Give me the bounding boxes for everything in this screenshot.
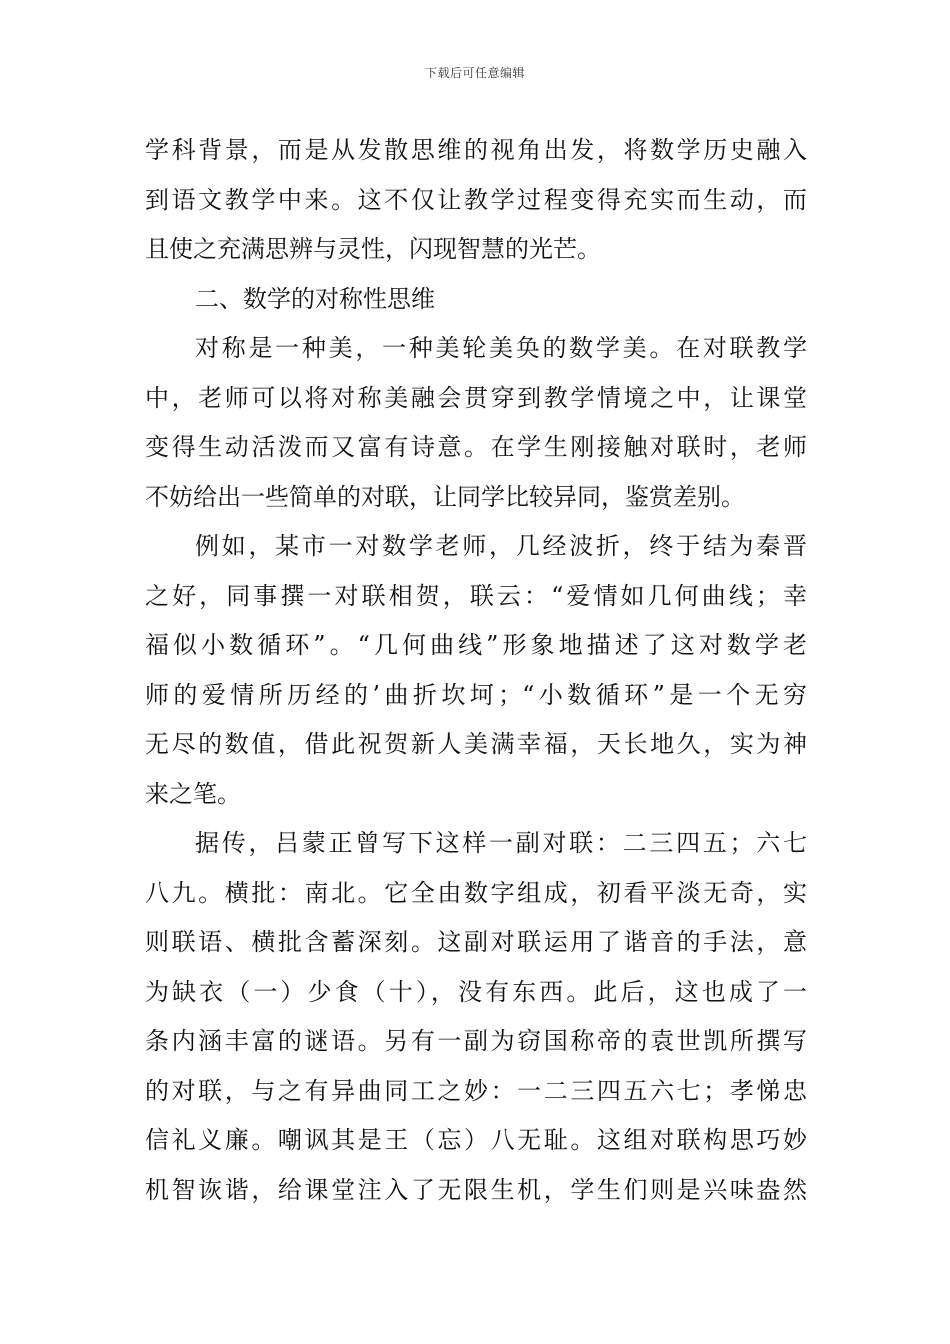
text-line: 条内涵丰富的谜语。另有一副为窃国称帝的袁世凯所撰写: [145, 1027, 807, 1055]
text-line: 福似小数循环”。“几何曲线”形象地描述了这对数学老: [145, 631, 807, 659]
text-line: 机智诙谐，给课堂注入了无限生机，学生们则是兴味盎然: [145, 1175, 807, 1204]
page-header: 下载后可任意编辑: [424, 66, 525, 80]
text-line: 为缺衣（一）少食（十），没有东西。此后，这也成了一: [145, 977, 807, 1006]
text-line: 二、数学的对称性思维: [195, 284, 435, 313]
text-line: 例如，某市一对数学老师，几经波折，终于结为秦晋: [195, 532, 807, 560]
text-line: 对称是一种美，一种美轮美奂的数学美。在对联教学: [195, 334, 807, 362]
text-line: 信礼义廉。嘲讽其是王（忘）八无耻。这组对联构思巧妙: [145, 1126, 807, 1154]
text-line: 八九。横批：南北。它全由数字组成，初看平淡无奇，实: [145, 878, 807, 907]
text-line: 之好，同事撰一对联相贺，联云：“爱情如几何曲线；幸: [145, 581, 807, 610]
text-line: 则联语、横批含蓄深刻。这副对联运用了谐音的手法，意: [145, 928, 807, 956]
text-line: 的对联，与之有异曲同工之妙：一二三四五六七；孝悌忠: [145, 1076, 807, 1105]
text-line: 学科背景，而是从发散思维的视角出发，将数学历史融入: [145, 136, 807, 164]
text-line: 中，老师可以将对称美融会贯穿到教学情境之中，让课堂: [145, 383, 807, 412]
text-line: 来之笔。: [145, 779, 241, 808]
text-line: 无尽的数值，借此祝贺新人美满幸福，天长地久，实为神: [145, 730, 807, 758]
text-line: 变得生动活泼而又富有诗意。在学生刚接触对联时，老师: [145, 433, 807, 461]
text-line: 师的爱情所历经的’曲折坎坷；“小数循环”是一个无穷: [145, 680, 807, 709]
text-line: 到语文教学中来。这不仅让教学过程变得充实而生动，而: [145, 185, 807, 214]
text-line: 不妨给出一些简单的对联，让同学比较异同，鉴赏差别。: [145, 482, 745, 511]
text-line: 据传，吕蒙正曾写下这样一副对联：二三四五；六七: [195, 829, 807, 857]
document-body: [145, 126, 807, 1215]
text-line: 且使之充满思辨与灵性，闪现智慧的光芒。: [145, 235, 601, 263]
